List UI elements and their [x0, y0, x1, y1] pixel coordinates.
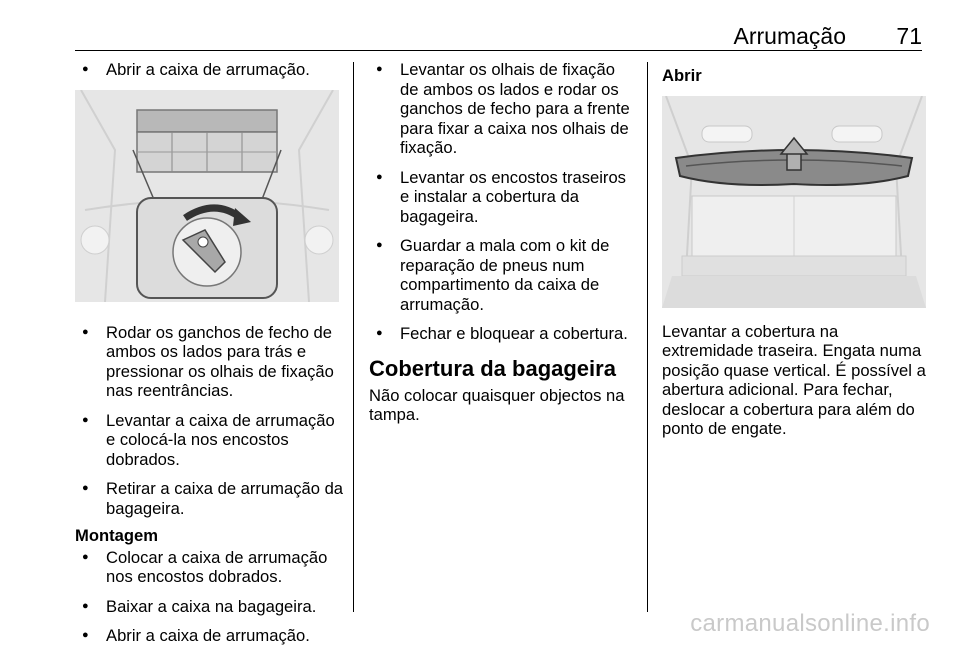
column-2 — [369, 60, 637, 425]
subheading-abrir: Abrir — [662, 66, 702, 85]
list-item: ● Levantar os olhais de fixação de ambos os lados e rodar os ganchos de fecho para a frente para fixar a caixa nos olhais de fixação. — [369, 60, 637, 158]
column-3 — [662, 60, 928, 439]
page-title: Arrumação — [733, 23, 846, 49]
instruction-paragraph: Levantar a cobertura na extremidade traseira. Engata numa posição quase vertical. É possível a abertura adicional. Para fechar, deslocar a cobertura para além do ponto de engate. — [662, 321, 926, 438]
list-item: ● Baixar a caixa na bagageira. — [75, 597, 345, 617]
column-divider-1 — [353, 62, 354, 612]
list-item: ● Levantar os encostos traseiros e instalar a cobertura da bagageira. — [369, 168, 637, 227]
step-list-open — [75, 60, 345, 80]
section-text: Não colocar quaisquer objectos na tampa. — [369, 385, 625, 424]
list-item: ● Abrir a caixa de arrumação. — [75, 626, 345, 646]
storage-box-illustration — [75, 90, 339, 302]
step-list-continued — [369, 60, 637, 344]
page-number: 71 — [896, 23, 922, 49]
column-1 — [75, 60, 345, 656]
watermark-text: carmanualsonline.info — [690, 610, 930, 637]
luggage-cover-illustration — [662, 96, 926, 308]
list-item: ● Retirar a caixa de arrumação da bagageira. — [75, 479, 345, 518]
section-heading: Cobertura da bagageira — [369, 355, 616, 381]
step-list-remove — [75, 323, 345, 519]
list-item: ● Levantar a caixa de arrumação e colocá-la nos encostos dobrados. — [75, 411, 345, 470]
list-item: ● Guardar a mala com o kit de reparação de pneus num compartimento da caixa de arrumação. — [369, 236, 637, 314]
list-item: ● Rodar os ganchos de fecho de ambos os lados para trás e pressionar os olhais de fixação nas reentrâncias. — [75, 323, 345, 401]
subheading-montagem: Montagem — [75, 526, 158, 545]
page-header — [75, 0, 922, 51]
column-divider-2 — [647, 62, 648, 612]
list-item: ● Abrir a caixa de arrumação. — [75, 60, 345, 80]
step-list-mount — [75, 548, 345, 646]
list-item: ● Fechar e bloquear a cobertura. — [369, 324, 637, 344]
list-item: ● Colocar a caixa de arrumação nos encostos dobrados. — [75, 548, 345, 587]
